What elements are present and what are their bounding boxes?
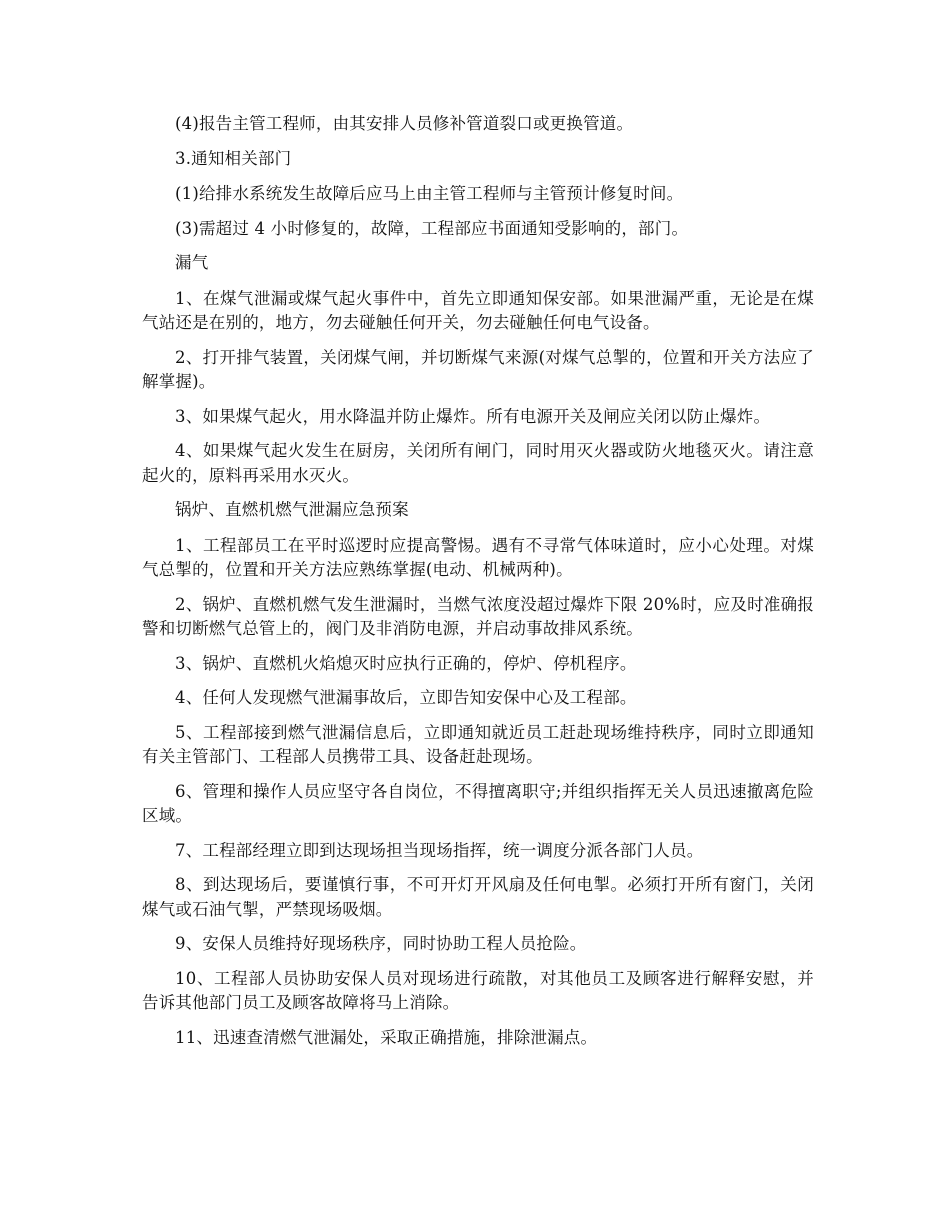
- paragraph-written-notice: (3)需超过 4 小时修复的，故障，工程部应书面通知受影响的，部门。: [175, 218, 689, 238]
- paragraph-boiler-3: 3、锅炉、直燃机火焰熄灭时应执行正确的，停炉、停机程序。: [175, 653, 637, 673]
- document-body: [142, 112, 814, 1060]
- section-heading-boiler-emergency-plan: 锅炉、直燃机燃气泄漏应急预案: [175, 500, 409, 519]
- paragraph-gas-leak-4: 4、如果煤气起火发生在厨房，关闭所有闸门，同时用灭火器或防火地毯灭火。请注意起火的，原料再采用水灭火。: [142, 441, 814, 485]
- paragraph-boiler-7: 7、工程部经理立即到达现场担当现场指挥，统一调度分派各部门人员。: [175, 840, 704, 860]
- paragraph-boiler-5: 5、工程部接到燃气泄漏信息后，立即通知就近员工赶赴现场维持秩序，同时立即通知有关主管部门、工程部人员携带工具、设备赶赴现场。: [142, 722, 814, 766]
- paragraph-repair-pipe: (4)报告主管工程师，由其安排人员修补管道裂口或更换管道。: [175, 114, 634, 133]
- paragraph-boiler-1: 1、工程部员工在平时巡逻时应提高警惕。遇有不寻常气体味道时，应小心处理。对煤气总掣的，位置和开关方法应熟练掌握(电动、机械两种)。: [142, 535, 814, 579]
- paragraph-gas-leak-3: 3、如果煤气起火，用水降温并防止爆炸。所有电源开关及闸应关闭以防止爆炸。: [175, 406, 771, 426]
- paragraph-boiler-9: 9、安保人员维持好现场秩序，同时协助工程人员抢险。: [175, 934, 587, 953]
- paragraph-gas-leak-2: 2、打开排气装置，关闭煤气闸，并切断煤气来源(对煤气总掣的，位置和开关方法应了解掌握)。: [142, 347, 814, 391]
- section-heading-notify-departments: 3.通知相关部门: [175, 148, 292, 168]
- paragraph-boiler-11: 11、迅速查清燃气泄漏处，采取正确措施，排除泄漏点。: [175, 1027, 598, 1047]
- paragraph-estimate-repair-time: (1)给排水系统发生故障后应马上由主管工程师与主管预计修复时间。: [175, 184, 684, 203]
- paragraph-boiler-2: 2、锅炉、直燃机燃气发生泄漏时，当燃气浓度没超过爆炸下限 20%时，应及时准确报警和切断燃气总管上的，阀门及非消防电源，并启动事故排风系统。: [142, 594, 814, 638]
- paragraph-gas-leak-1: 1、在煤气泄漏或煤气起火事件中，首先立即通知保安部。如果泄漏严重，无论是在煤气站还是在别的，地方，勿去碰触任何开关，勿去碰触任何电气设备。: [142, 288, 814, 332]
- paragraph-boiler-8: 8、到达现场后，要谨慎行事，不可开灯开风扇及任何电掣。必须打开所有窗门，关闭煤气或石油气掣，严禁现场吸烟。: [142, 875, 814, 919]
- paragraph-boiler-10: 10、工程部人员协助安保人员对现场进行疏散，对其他员工及顾客进行解释安慰，并告诉其他部门员工及顾客故障将马上消除。: [142, 968, 814, 1012]
- paragraph-boiler-4: 4、任何人发现燃气泄漏事故后，立即告知安保中心及工程部。: [175, 688, 637, 707]
- paragraph-boiler-6: 6、管理和操作人员应坚守各自岗位，不得擅离职守;并组织指挥无关人员迅速撤离危险区域。: [142, 781, 814, 825]
- section-heading-gas-leak: 漏气: [175, 253, 209, 272]
